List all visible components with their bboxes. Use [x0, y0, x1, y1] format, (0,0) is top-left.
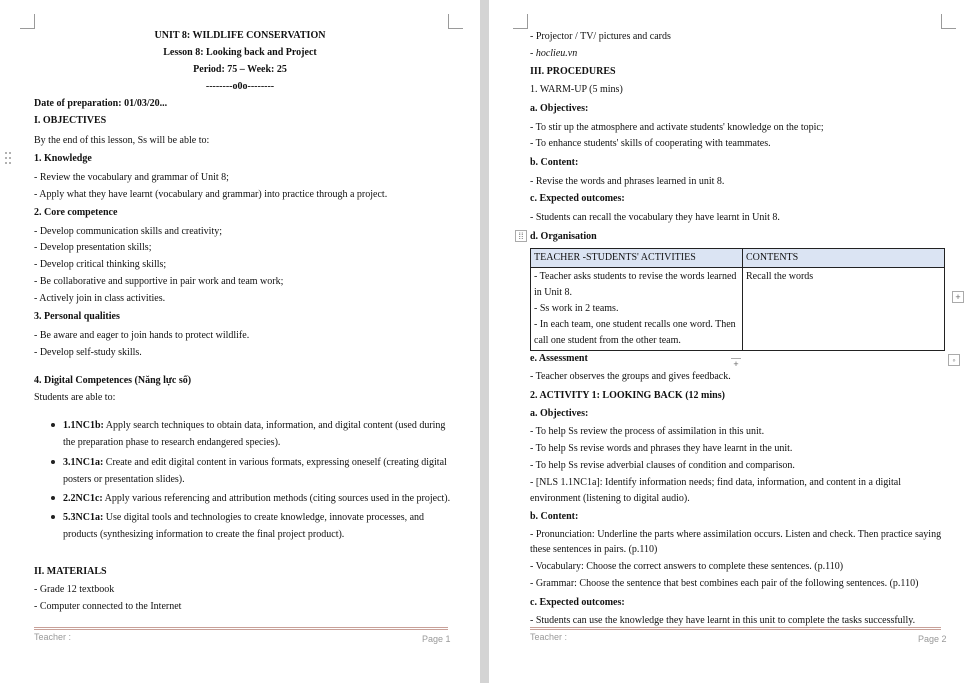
activity1-content-label: b. Content: — [530, 511, 579, 522]
warmup-objective: - To enhance students' skills of cooperating with teammates. — [530, 138, 771, 149]
digital-item: 1.1NC1b: Apply search techniques to obtain data, information, and digital content (used during — [63, 420, 446, 431]
warmup-heading: 1. WARM-UP (5 mins) — [530, 84, 623, 95]
materials-item: - Grade 12 textbook — [34, 584, 115, 595]
unit-title: UNIT 8: WILDLIFE CONSERVATION — [154, 30, 326, 41]
preparation-date: Date of preparation: 01/03/20... — [34, 98, 168, 109]
digital-item-cont: products (synthesizing information to create the final project product). — [63, 529, 345, 540]
knowledge-heading: 1. Knowledge — [34, 153, 92, 164]
knowledge-item: - Apply what they have learnt (vocabulary and grammar) into practice through a project. — [34, 189, 388, 200]
organisation-table — [530, 248, 945, 351]
activity1-objective: environment (listening to digital audio). — [530, 493, 690, 504]
add-row-icon[interactable]: + — [731, 358, 741, 369]
document-page-1 — [0, 0, 480, 683]
warmup-outcomes: - Students can recall the vocabulary they have learnt in Unit 8. — [530, 212, 780, 223]
activity1-objective: - To help Ss revise words and phrases they have learnt in the unit. — [530, 443, 793, 454]
footer-teacher: Teacher : — [530, 632, 568, 642]
activity-line: - In each team, one student recalls one word. Then — [534, 319, 736, 330]
digital-intro: Students are able to: — [34, 392, 116, 403]
core-item: - Develop presentation skills; — [34, 242, 152, 253]
activity1-objective: - To help Ss review the process of assimilation in this unit. — [530, 426, 765, 437]
table-cell-contents: Recall the words — [743, 268, 945, 351]
footer-rule — [34, 627, 448, 630]
page-gap — [480, 0, 489, 683]
objectives-heading: I. OBJECTIVES — [34, 115, 107, 126]
table-cell-activities — [531, 268, 743, 351]
margin-mark — [448, 14, 463, 29]
warmup-objectives-label: a. Objectives: — [530, 103, 589, 114]
core-item: - Develop communication skills and creativity; — [34, 226, 223, 237]
assessment-label: e. Assessment — [530, 353, 588, 364]
digital-item: 3.1NC1a: Create and edit digital content in various formats, expressing oneself (creating digital — [63, 457, 447, 468]
digital-item-cont: posters or presentation slides). — [63, 474, 185, 485]
personal-qualities-heading: 3. Personal qualities — [34, 311, 120, 322]
footer-page-number: Page 1 — [422, 634, 451, 644]
digital-competences-heading: 4. Digital Competences (Năng lực số) — [34, 375, 192, 386]
core-item: - Be collaborative and supportive in pair work and team work; — [34, 276, 284, 287]
materials-item: - hoclieu.vn — [530, 48, 578, 59]
bullet-icon — [51, 496, 55, 500]
footer-teacher: Teacher : — [34, 632, 72, 642]
activity-line: call one student from the other team. — [534, 335, 681, 346]
activity-line: - Teacher asks students to revise the words learned — [534, 271, 737, 282]
bullet-icon — [51, 515, 55, 519]
digital-item-cont: the preparation phase to research endangered species). — [63, 437, 281, 448]
warmup-content: - Revise the words and phrases learned in unit 8. — [530, 176, 725, 187]
warmup-outcomes-label: c. Expected outcomes: — [530, 193, 625, 204]
organisation-label: d. Organisation — [530, 231, 597, 242]
document-page-2 — [489, 0, 969, 683]
materials-item: - Projector / TV/ pictures and cards — [530, 31, 671, 42]
table-header-contents: CONTENTS — [743, 249, 945, 268]
objectives-intro: By the end of this lesson, Ss will be able to: — [34, 135, 210, 146]
activity1-outcomes-label: c. Expected outcomes: — [530, 597, 625, 608]
add-column-icon[interactable]: + — [952, 291, 964, 303]
activity1-outcomes: - Students can use the knowledge they have learnt in this unit to complete the tasks successfully. — [530, 615, 916, 626]
activity1-objectives-label: a. Objectives: — [530, 408, 589, 419]
warmup-objective: - To stir up the atmosphere and activate students' knowledge on the topic; — [530, 122, 824, 133]
personal-item: - Develop self-study skills. — [34, 347, 142, 358]
digital-item: 2.2NC1c: Apply various referencing and attribution methods (citing sources used in the project). — [63, 493, 451, 504]
drag-handle-icon[interactable] — [5, 152, 11, 166]
activity-line: in Unit 8. — [534, 287, 573, 298]
period-line: Period: 75 – Week: 25 — [193, 64, 287, 75]
table-resize-icon[interactable]: ◦ — [948, 354, 960, 366]
margin-mark — [20, 14, 35, 29]
separator: --------o0o-------- — [205, 81, 275, 92]
core-item: - Actively join in class activities. — [34, 293, 166, 304]
activity1-objective: - [NLS 1.1NC1a]: Identify information needs; find data, information, and content in a digital — [530, 477, 902, 488]
core-competence-heading: 2. Core competence — [34, 207, 118, 218]
knowledge-item: - Review the vocabulary and grammar of Unit 8; — [34, 172, 229, 183]
activity1-content: - Grammar: Choose the sentence that best combines each pair of the following sentences. (p.110) — [530, 578, 919, 589]
activity1-heading: 2. ACTIVITY 1: LOOKING BACK (12 mins) — [530, 390, 725, 401]
personal-item: - Be aware and eager to join hands to protect wildlife. — [34, 330, 250, 341]
bullet-icon — [51, 460, 55, 464]
margin-mark — [941, 14, 956, 29]
core-item: - Develop critical thinking skills; — [34, 259, 167, 270]
activity1-content: - Pronunciation: Underline the parts where assimilation occurs. Listen and check. Then practice saying — [530, 529, 942, 540]
assessment-text: - Teacher observes the groups and gives feedback. — [530, 371, 731, 382]
lesson-title: Lesson 8: Looking back and Project — [163, 47, 317, 58]
table-move-handle-icon[interactable]: ⁞⁞ — [515, 230, 527, 242]
activity1-content: - Vocabulary: Choose the correct answers to complete these sentences. (p.110) — [530, 561, 844, 572]
footer-rule — [530, 627, 941, 630]
procedures-heading: III. PROCEDURES — [530, 66, 616, 77]
materials-heading: II. MATERIALS — [34, 566, 107, 577]
warmup-content-label: b. Content: — [530, 157, 579, 168]
table-header-activities: TEACHER -STUDENTS' ACTIVITIES — [531, 249, 743, 268]
activity-line: - Ss work in 2 teams. — [534, 303, 619, 314]
margin-mark — [513, 14, 528, 29]
materials-item: - Computer connected to the Internet — [34, 601, 182, 612]
digital-item: 5.3NC1a: Use digital tools and technologies to create knowledge, innovate processes, and — [63, 512, 425, 523]
footer-page-number: Page 2 — [918, 634, 947, 644]
activity1-objective: - To help Ss revise adverbial clauses of condition and comparison. — [530, 460, 795, 471]
bullet-icon — [51, 423, 55, 427]
activity1-content: these sentences in pairs. (p.110) — [530, 544, 658, 555]
